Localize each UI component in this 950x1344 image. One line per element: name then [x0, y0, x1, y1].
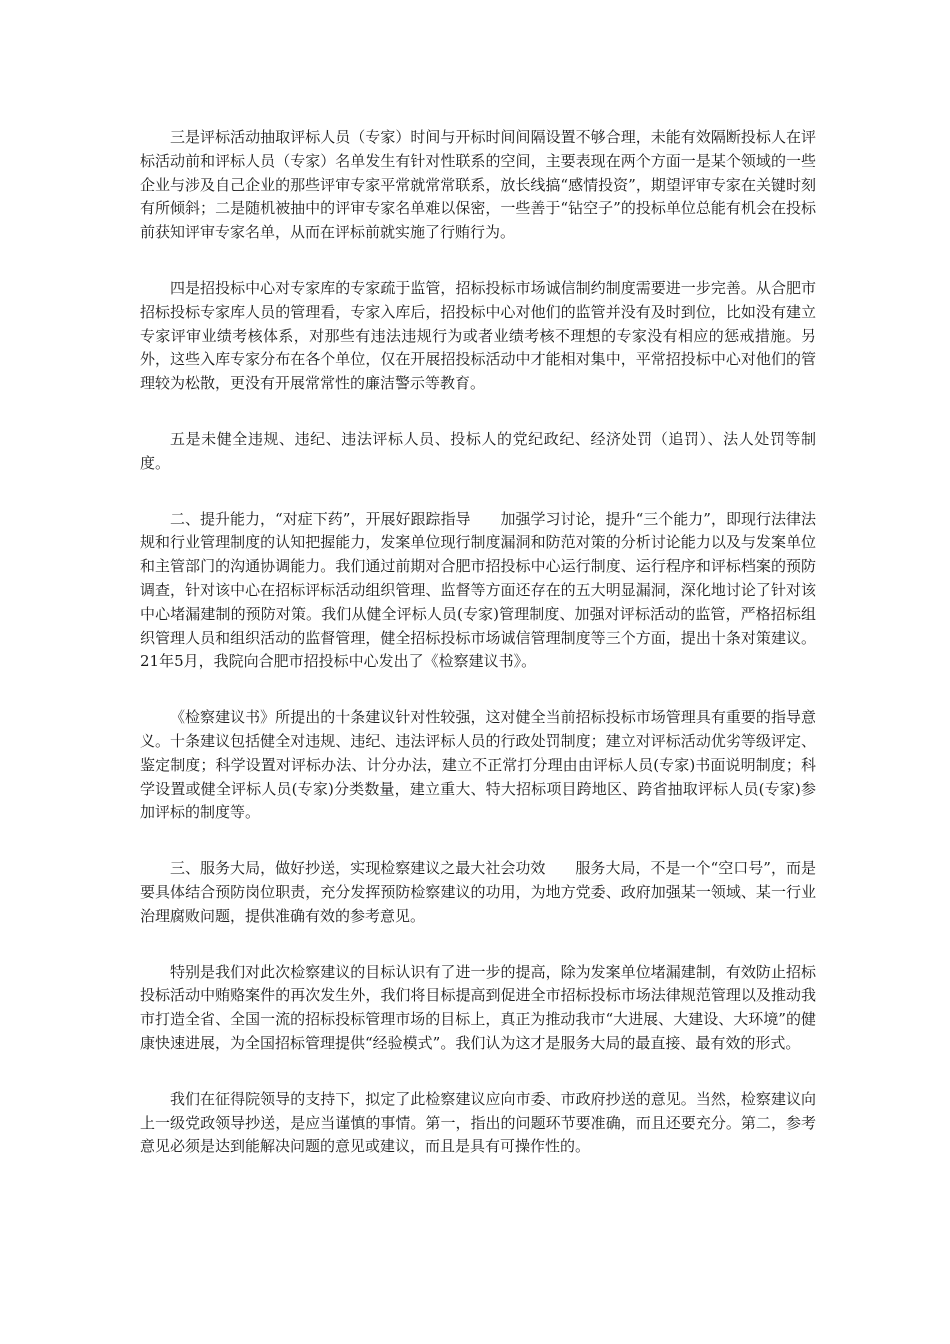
- paragraph-expert-supervision: 四是招投标中心对专家库的专家疏于监管，招标投标市场诚信制约制度需要进一步完善。从合肥市招标投标专家库人员的管理看，专家入库后，招投标中心对他们的监管并没有及时到位，比如没有建立专家评审业绩考核体系，对那些有违法违规行为或者业绩考核不理想的专家没有相应的惩戒措施。另外，这些入库专家分布在各个单位，仅在开展招投标活动中才能相对集中，平常招投标中心对他们的管理较为松散，更没有开展常常性的廉洁警示等教育。: [140, 278, 816, 393]
- paragraph-serve-overall-situation: 三、服务大局，做好抄送，实现检察建议之最大社会功效 服务大局，不是一个“空口号”，而是要具体结合预防岗位职责，充分发挥预防检察建议的功用，为地方党委、政府加强某一领域、某一行业治理腐败问题，提供准确有效的参考意见。: [140, 859, 816, 925]
- paragraph-goal-improvement: 特别是我们对此次检察建议的目标认识有了进一步的提高，除为发案单位堵漏建制，有效防止招标投标活动中贿赂案件的再次发生外，我们将目标提高到促进全市招标投标市场法律规范管理以及推动我市打造全省、全国一流的招标投标管理市场的目标上，真正为推动我市“大进展、大建设、大环境”的健康快速进展，为全国招标管理提供“经验模式”。我们认为这才是服务大局的最直接、最有效的形式。: [140, 962, 816, 1052]
- paragraph-copy-to-leadership: 我们在征得院领导的支持下，拟定了此检察建议应向市委、市政府抄送的意见。当然，检察建议向上一级党政领导抄送，是应当谨慎的事情。第一，指出的问题环节要准确，而且还要充分。第二，参考意见必须是达到能解决问题的意见或建议，而且是具有可操作性的。: [140, 1089, 816, 1156]
- paragraph-procuratorial-suggestion: 《检察建议书》所提出的十条建议针对性较强，这对健全当前招标投标市场管理具有重要的指导意义。十条建议包括健全对违规、违纪、违法评标人员的行政处罚制度；建立对评标活动优劣等级评定、鉴定制度；科学设置对评标办法、计分办法，建立不正常打分理由由评标人员(专家)书面说明制度；科学设置或健全评标人员(专家)分类数量，建立重大、特大招标项目跨地区、跨省抽取评标人员(专家)参加评标的制度等。: [140, 708, 816, 822]
- document-body: [140, 126, 816, 1191]
- paragraph-improve-capability: 二、提升能力，“对症下药”，开展好跟踪指导 加强学习讨论，提升“三个能力”，即现行法律法规和行业管理制度的认知把握能力，发案单位现行制度漏洞和防范对策的分析讨论能力以及与发案单位和主管部门的沟通协调能力。我们通过前期对合肥市招投标中心运行制度、运行程序和评标档案的预防调查，针对该中心在招标评标活动组织管理、监督等方面还存在的五大明显漏洞，深化地讨论了针对该中心堵漏建制的预防对策。我们从健全评标人员(专家)管理制度、加强对评标活动的监管，严格招标组织管理人员和组织活动的监督管理，健全招标投标市场诚信管理制度等三个方面，提出十条对策建议。21年5月，我院向合肥市招投标中心发出了《检察建议书》。: [140, 509, 816, 671]
- paragraph-penalty-system: 五是未健全违规、违纪、违法评标人员、投标人的党纪政纪、经济处罚（追罚）、法人处罚等制度。: [140, 429, 816, 472]
- paragraph-evaluation-timing: 三是评标活动抽取评标人员（专家）时间与开标时间间隔设置不够合理，未能有效隔断投标人在评标活动前和评标人员（专家）名单发生有针对性联系的空间，主要表现在两个方面一是某个领域的一些企业与涉及自己企业的那些评审专家平常就常常联系，放长线搞“感情投资”，期望评审专家在关键时刻有所倾斜；二是随机被抽中的评审专家名单难以保密，一些善于“钻空子”的投标单位总能有机会在投标前获知评审专家名单，从而在评标前就实施了行贿行为。: [140, 128, 816, 242]
